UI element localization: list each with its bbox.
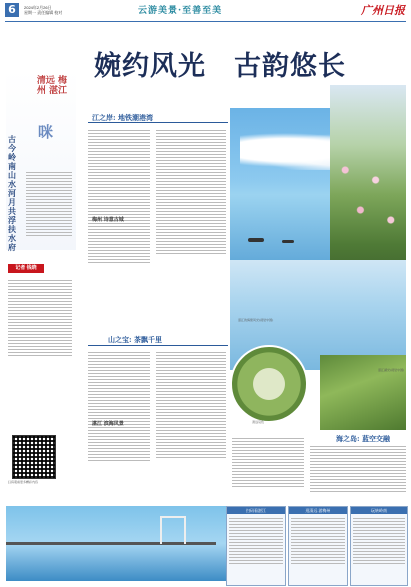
info-box-title: 扫码看湛江 [227,507,285,514]
boat-icon [282,240,294,243]
lake-caption: 湛江湖光(视觉中国) [378,368,405,372]
article-column-3 [88,350,150,463]
section-heading-mountain: 山之宝: 茶飘千里 [108,335,163,344]
info-box-title: 逛清远 游梅州 [289,507,347,514]
info-box-2 [288,506,348,586]
circular-photo [230,345,308,423]
intro-text [26,170,72,238]
boat-icon [248,238,264,242]
info-box-1 [226,506,286,586]
subhead-zhanjiang: 湛江 滨海风景 [92,421,124,427]
section-title: 云游美景·至善至美 [138,6,223,16]
section-heading-sea: 海之岛: 蓝空交融 [336,434,391,443]
author-badge: 记者 钱晓 [8,264,44,273]
section-heading-river: 江之岸: 地铁潮港湾 [92,113,154,122]
article-column-6 [232,436,304,489]
article-column-2 [156,128,226,256]
qr-code[interactable] [12,435,56,479]
aerial-caption: 湛江的旖旎风光(视觉中国) [238,318,274,322]
article-column-1 [88,128,150,265]
place-title: 清远 梅州 湛江 [36,76,68,96]
headline: 婉约风光 古韵悠长 [94,51,346,82]
info-box-3 [350,506,408,586]
vertical-caption: 古今岭南 山水 河月 共浮 扶水府 [8,134,16,252]
flower-photo [330,150,406,250]
editor-line: 星期一 责任编辑 校对 [24,10,63,15]
info-box-text [227,514,285,568]
article-column-5 [310,444,406,494]
accent-character: 咪 [38,123,54,141]
section-rule [88,122,228,123]
info-box-text [351,514,407,568]
terrace-photo [320,355,406,430]
subhead-meizhou: 梅州 诗意古城 [92,217,124,223]
issue-date [24,5,62,15]
article-column-4 [156,350,226,460]
header-rule [5,21,406,22]
info-box-title: 玩转岭南 [351,507,407,514]
date-line: 2024年2月26日 [24,5,52,10]
info-box-text [289,514,347,568]
pier-arch [160,516,186,544]
newspaper-logo: 广州日报 [361,4,405,17]
byline-text [8,278,72,358]
section-rule [88,345,228,346]
circle-caption: 清远景色 [252,420,265,424]
qr-caption: 扫码观看更多精彩内容 [8,480,39,484]
page-number: 6 [5,3,19,17]
